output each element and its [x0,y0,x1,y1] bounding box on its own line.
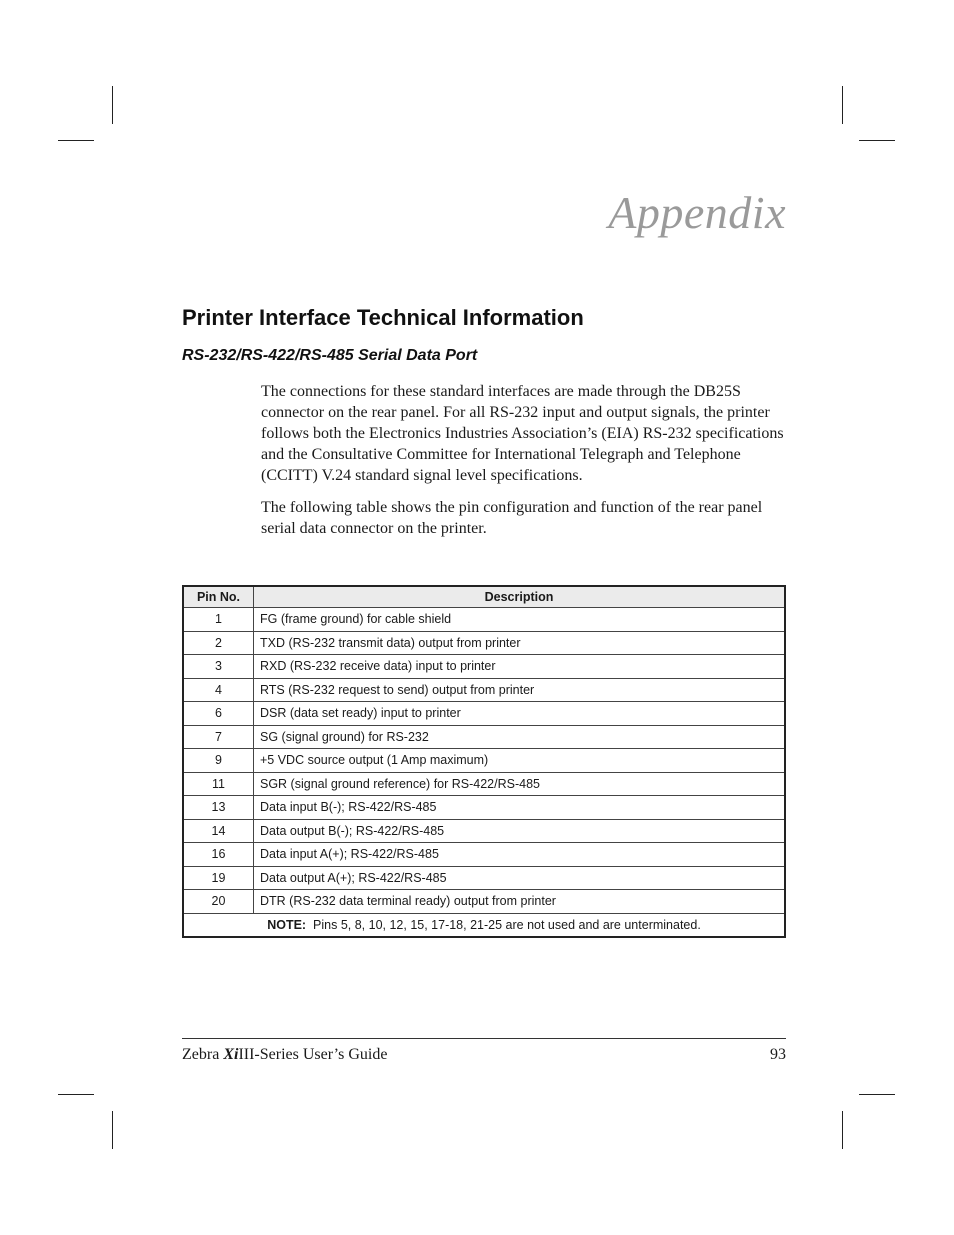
footer-brand-xi: Xi [223,1046,239,1063]
table-row [183,655,785,679]
crop-mark [842,86,843,124]
pin-column-header: Pin No. [183,586,254,608]
pin-description: RTS (RS-232 request to send) output from printer [254,678,786,702]
table-header-row [183,586,785,608]
pin-description: Data output A(+); RS-422/RS-485 [254,866,786,890]
pin-number: 19 [183,866,254,890]
crop-mark [112,1111,113,1149]
table-row [183,772,785,796]
pin-number: 2 [183,631,254,655]
table-row [183,749,785,773]
page-number: 93 [770,1046,786,1063]
table-row [183,631,785,655]
footer-rule [182,1038,786,1039]
intro-paragraph: The connections for these standard interfaces are made through the DB25S connector on the rear panel. For all RS-232 input and output signals, the printer follows both the Electronics Industries Association’s (EIA) RS-232 specifications and the Consultative Committee for International Telegraph and Telephone (CCITT) V.24 standard signal level specifications. [261,383,784,484]
footer-brand-suffix: III-Series User’s Guide [238,1046,388,1063]
pin-description: SGR (signal ground reference) for RS-422/RS-485 [254,772,786,796]
table-row [183,866,785,890]
footer-guide-title [182,1046,387,1064]
pin-number: 3 [183,655,254,679]
description-column-header: Description [254,586,786,608]
table-row [183,890,785,914]
table-row [183,702,785,726]
table-row [183,843,785,867]
pin-description: RXD (RS-232 receive data) input to printer [254,655,786,679]
table-row [183,678,785,702]
pin-number: 13 [183,796,254,820]
pin-description: Data input B(-); RS-422/RS-485 [254,796,786,820]
chapter-title: Appendix [608,187,786,238]
pin-number: 14 [183,819,254,843]
table-row [183,725,785,749]
pin-configuration-table [182,585,786,938]
footer-brand-prefix: Zebra [182,1046,224,1063]
table-note-row [183,913,785,937]
pin-number: 9 [183,749,254,773]
table-intro-paragraph: The following table shows the pin configuration and function of the rear panel serial data connector on the printer. [261,499,763,537]
pin-number: 1 [183,608,254,632]
pin-number: 6 [183,702,254,726]
pin-description: DSR (data set ready) input to printer [254,702,786,726]
pin-description: SG (signal ground) for RS-232 [254,725,786,749]
pin-number: 7 [183,725,254,749]
crop-mark [859,1094,895,1095]
table-note [183,913,785,937]
pin-number: 20 [183,890,254,914]
pin-description: Data output B(-); RS-422/RS-485 [254,819,786,843]
section-heading: Printer Interface Technical Information [182,305,584,330]
crop-mark [842,1111,843,1149]
crop-mark [112,86,113,124]
subsection-heading: RS-232/RS-422/RS-485 Serial Data Port [182,347,478,364]
note-text: Pins 5, 8, 10, 12, 15, 17-18, 21-25 are not used and are unterminated. [313,917,701,932]
pin-number: 11 [183,772,254,796]
pin-description: FG (frame ground) for cable shield [254,608,786,632]
pin-description: DTR (RS-232 data terminal ready) output from printer [254,890,786,914]
pin-description: +5 VDC source output (1 Amp maximum) [254,749,786,773]
table-row [183,796,785,820]
crop-mark [859,140,895,141]
crop-mark [58,140,94,141]
crop-mark [58,1094,94,1095]
pin-description: TXD (RS-232 transmit data) output from printer [254,631,786,655]
table-row [183,608,785,632]
pin-description: Data input A(+); RS-422/RS-485 [254,843,786,867]
note-label: NOTE: [267,917,307,932]
pin-number: 16 [183,843,254,867]
table-row [183,819,785,843]
pin-number: 4 [183,678,254,702]
